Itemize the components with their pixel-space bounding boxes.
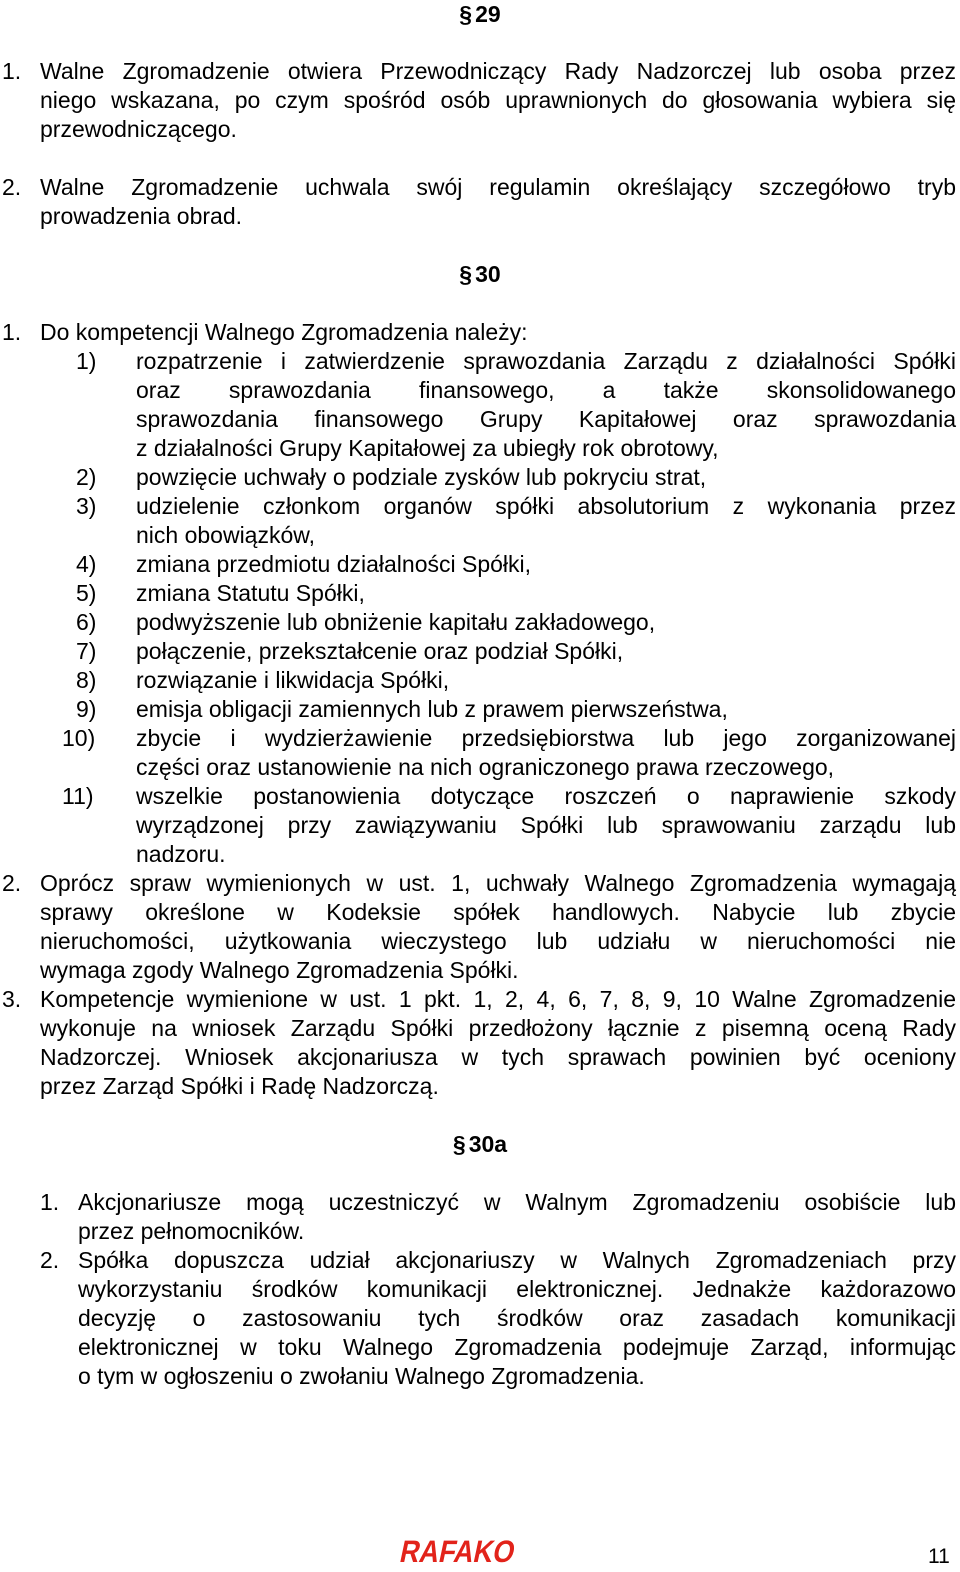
subitem-number: 5): [76, 580, 97, 606]
item-number: 2.: [2, 174, 22, 200]
paragraph-line: Nadzorczej. Wniosek akcjonariusza w tych sprawach powinien być oceniony: [40, 1044, 956, 1070]
subitem-line: z działalności Grupy Kapitałowej za ubiegły rok obrotowy,: [136, 435, 719, 461]
paragraph-line: przez Zarząd Spółki i Radę Nadzorczą.: [40, 1073, 439, 1099]
paragraph-line: Akcjonariusze mogą uczestniczyć w Walnym Zgromadzeniu osobiście lub: [78, 1189, 956, 1215]
section-heading-29: § 29: [459, 1, 501, 27]
paragraph-line: wykonuje na wniosek Zarządu Spółki przedłożony łącznie z pisemną oceną Rady: [40, 1015, 956, 1041]
subitem-line: udzielenie członkom organów spółki absolutorium z wykonania przez: [136, 493, 956, 519]
paragraph-line: Do kompetencji Walnego Zgromadzenia należy:: [40, 319, 528, 345]
item-number: 3.: [2, 986, 22, 1012]
subitem-line: nich obowiązków,: [136, 522, 315, 548]
paragraph-line: sprawy określone w Kodeksie spółek handlowych. Nabycie lub zbycie: [40, 899, 956, 925]
rafako-logo: [397, 1534, 536, 1569]
item-number: 1.: [2, 58, 22, 84]
paragraph-line: wykorzystaniu środków komunikacji elektronicznej. Jednakże każdorazowo: [78, 1276, 956, 1302]
subitem-number: 7): [76, 638, 97, 664]
paragraph-line: elektronicznej w toku Walnego Zgromadzenia podejmuje Zarząd, informując: [78, 1334, 956, 1360]
subitem-line: zbycie i wydzierżawienie przedsiębiorstwa lub jego zorganizowanej: [136, 725, 956, 751]
subitem-number: 2): [76, 464, 97, 490]
item-number: 1.: [40, 1189, 60, 1215]
page-number: 11: [928, 1545, 950, 1568]
paragraph-line: decyzję o zastosowaniu tych środków oraz zasadach komunikacji: [78, 1305, 956, 1331]
paragraph-line: o tym w ogłoszeniu o zwołaniu Walnego Zgromadzenia.: [78, 1363, 645, 1389]
subitem-number: 1): [76, 348, 97, 374]
subitem-number: 9): [76, 696, 97, 722]
subitem-line: podwyższenie lub obniżenie kapitału zakładowego,: [136, 609, 656, 635]
subitem-line: powzięcie uchwały o podziale zysków lub pokryciu strat,: [136, 464, 707, 490]
subitem-line: połączenie, przekształcenie oraz podział Spółki,: [136, 638, 624, 664]
paragraph-line: Walne Zgromadzenie uchwala swój regulamin określający szczegółowo tryb: [40, 174, 956, 200]
subitem-number: 10): [62, 725, 96, 751]
paragraph-line: prowadzenia obrad.: [40, 203, 243, 229]
subitem-line: sprawozdania finansowego Grupy Kapitałowej oraz sprawozdania: [136, 406, 956, 432]
section-heading-30a: § 30a: [452, 1131, 508, 1157]
section-heading-30: § 30: [459, 261, 501, 287]
subitem-line: wszelkie postanowienia dotyczące roszczeń o naprawienie szkody: [136, 783, 956, 809]
subitem-line: części oraz ustanowienie na nich ograniczonego prawa rzeczowego,: [136, 754, 835, 780]
paragraph-line: Spółka dopuszcza udział akcjonariuszy w Walnych Zgromadzeniach przy: [78, 1247, 956, 1273]
paragraph-line: niego wskazana, po czym spośród osób uprawnionych do głosowania wybiera się: [40, 87, 956, 113]
subitem-number: 8): [76, 667, 97, 693]
paragraph-line: wymaga zgody Walnego Zgromadzenia Spółki.: [40, 957, 519, 983]
subitem-line: emisja obligacji zamiennych lub z prawem pierwszeństwa,: [136, 696, 728, 722]
subitem-line: nadzoru.: [136, 841, 226, 867]
subitem-number: 3): [76, 493, 97, 519]
subitem-number: 11): [62, 783, 94, 809]
subitem-line: rozwiązanie i likwidacja Spółki,: [136, 667, 450, 693]
subitem-line: wyrządzonej przy zawiązywaniu Spółki lub sprawowaniu zarządu lub: [136, 812, 956, 838]
paragraph-line: przewodniczącego.: [40, 116, 237, 142]
paragraph-line: Walne Zgromadzenie otwiera Przewodniczący Rady Nadzorczej lub osoba przez: [40, 58, 956, 84]
subitem-number: 4): [76, 551, 97, 577]
subitem-line: zmiana Statutu Spółki,: [136, 580, 365, 606]
paragraph-line: nieruchomości, użytkowania wieczystego lub udziału w nieruchomości nie: [40, 928, 956, 954]
paragraph-line: Kompetencje wymienione w ust. 1 pkt. 1, 2, 4, 6, 7, 8, 9, 10 Walne Zgromadzenie: [40, 986, 956, 1012]
svg-text:RAFAKO: RAFAKO: [397, 1534, 536, 1569]
subitem-line: zmiana przedmiotu działalności Spółki,: [136, 551, 532, 577]
paragraph-line: Oprócz spraw wymienionych w ust. 1, uchwały Walnego Zgromadzenia wymagają: [40, 870, 956, 896]
subitem-line: rozpatrzenie i zatwierdzenie sprawozdania Zarządu z działalności Spółki: [136, 348, 956, 374]
subitem-line: oraz sprawozdania finansowego, a także skonsolidowanego: [136, 377, 956, 403]
subitem-number: 6): [76, 609, 97, 635]
item-number: 2.: [40, 1247, 60, 1273]
item-number: 1.: [2, 319, 22, 345]
item-number: 2.: [2, 870, 22, 896]
paragraph-line: przez pełnomocników.: [78, 1218, 305, 1244]
